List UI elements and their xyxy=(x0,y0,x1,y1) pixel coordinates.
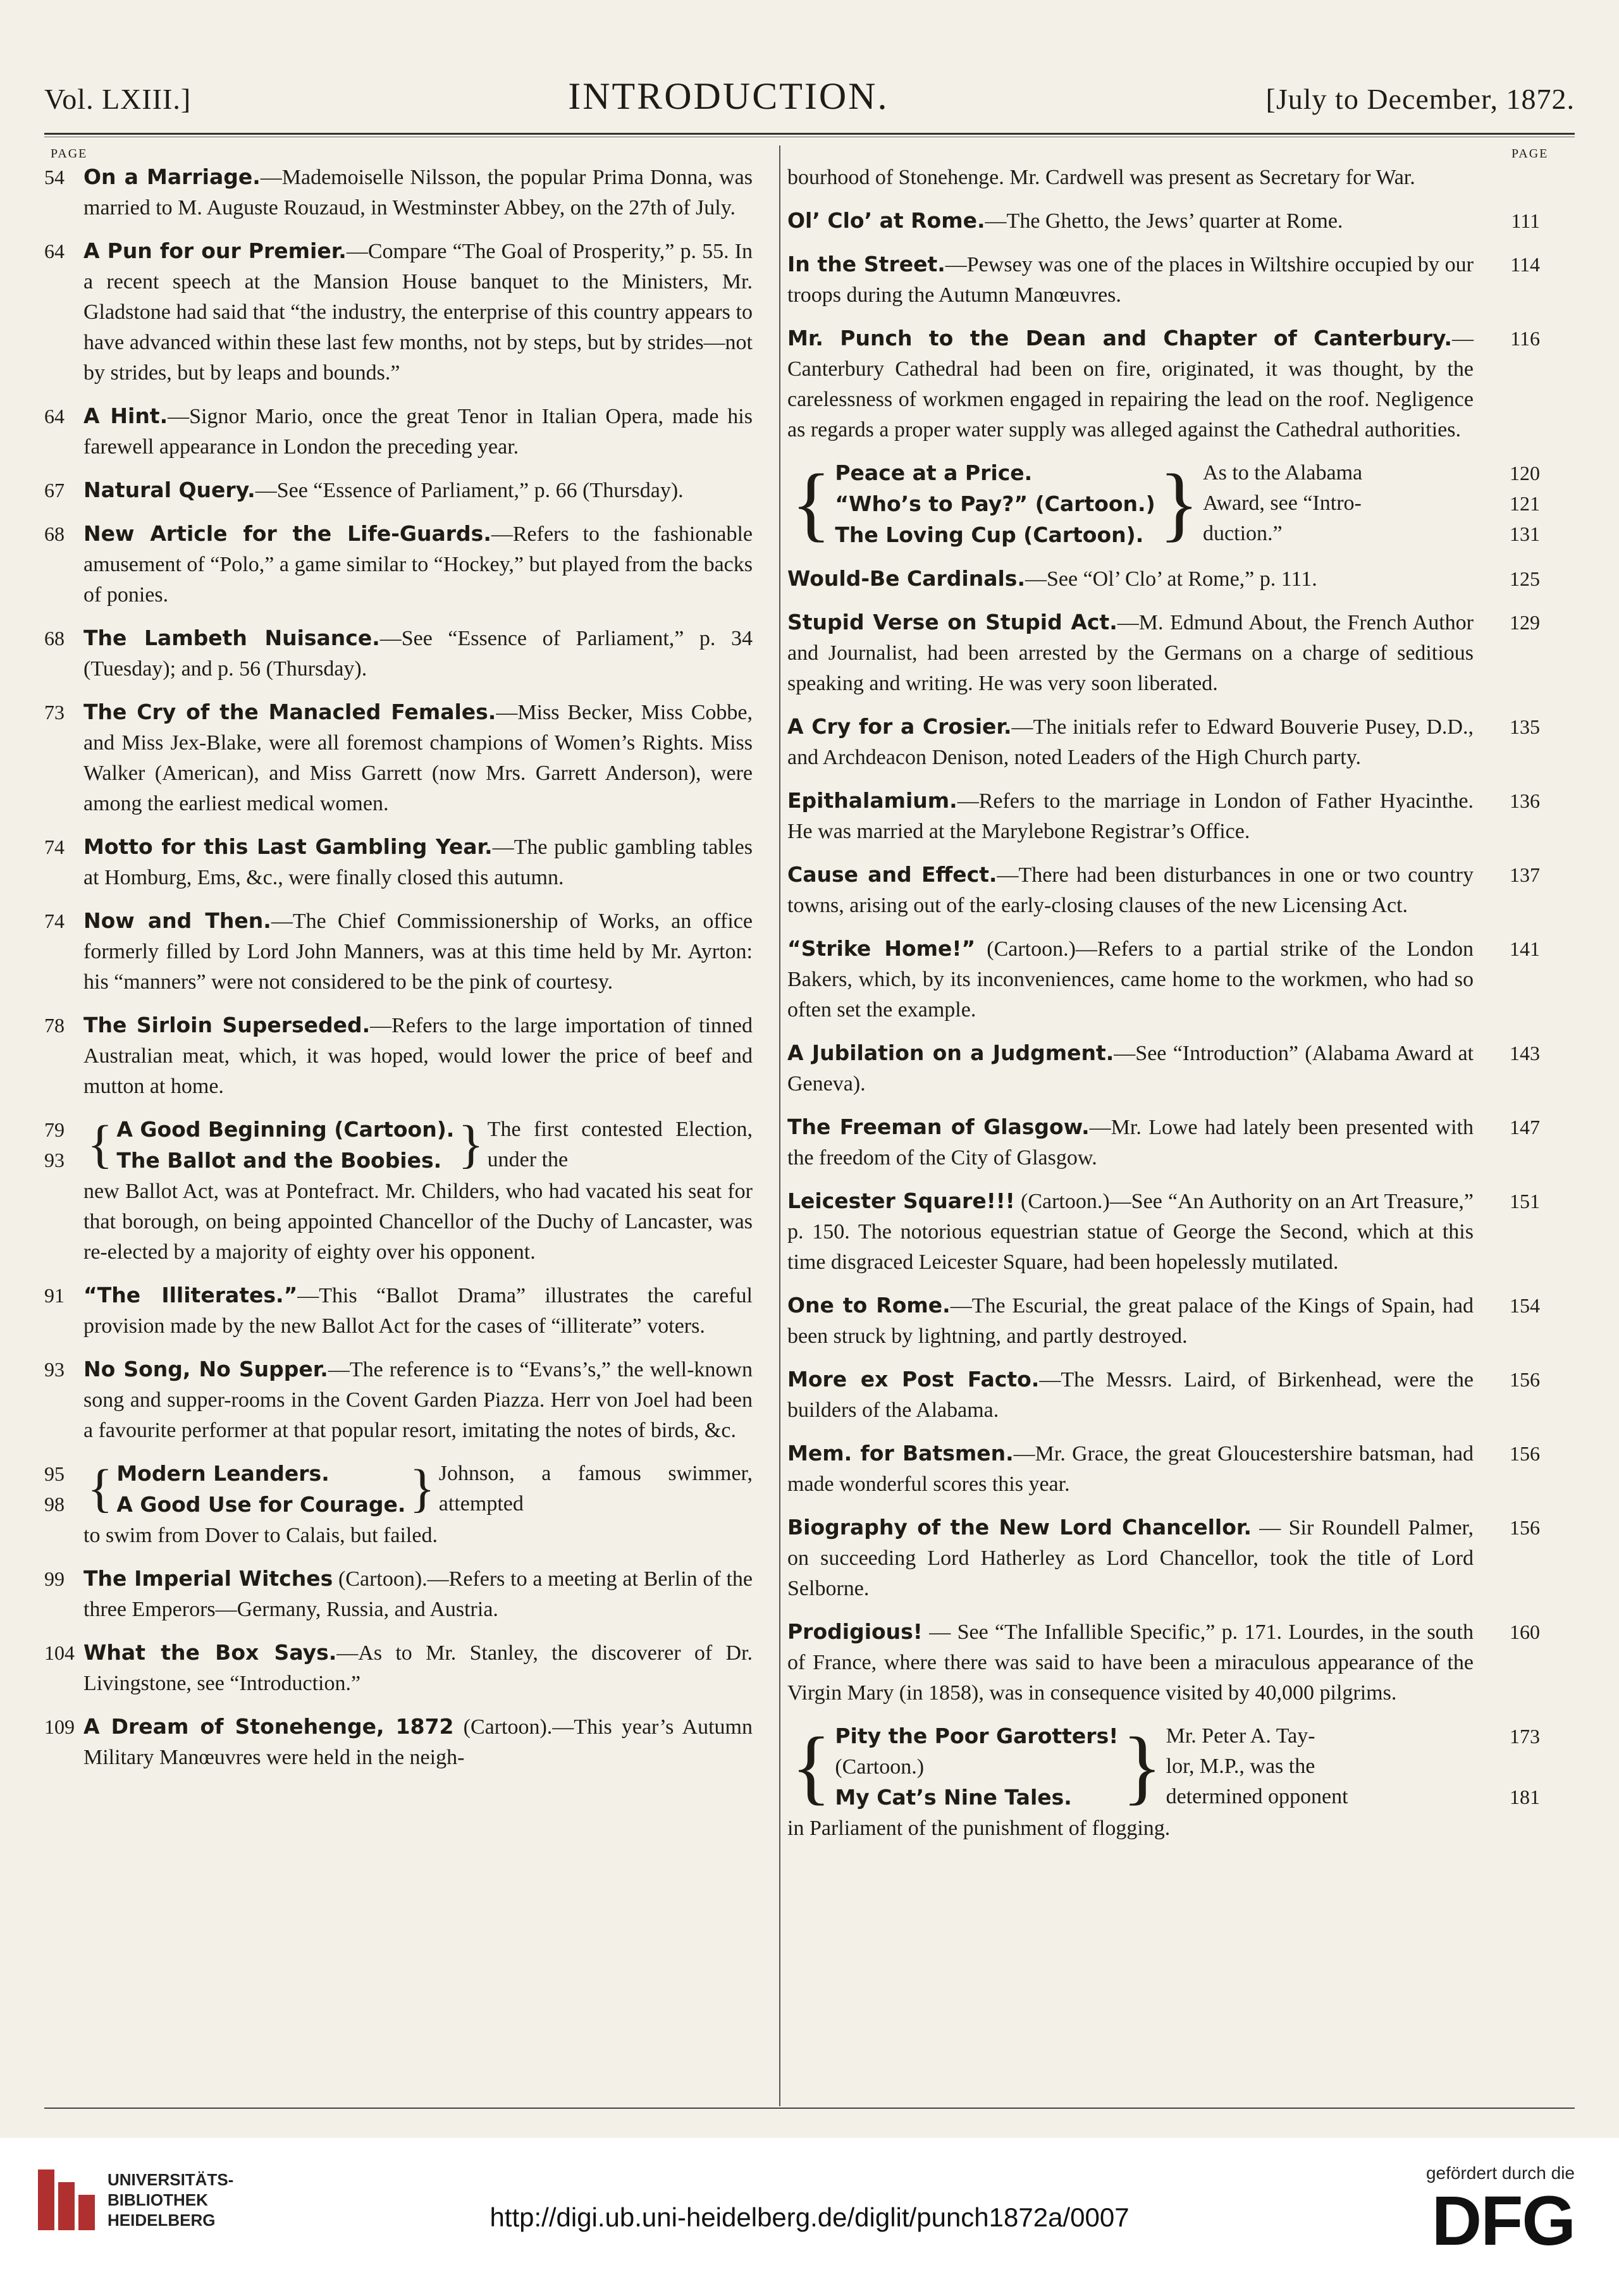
page-number: 181 xyxy=(1510,1786,1540,1808)
page-number: 151 xyxy=(1510,1190,1540,1213)
entry-title: “Who’s to Pay?” (Cartoon.) xyxy=(835,491,1155,516)
sponsor-block xyxy=(1426,2163,1575,2259)
entry-title: Modern Leanders. xyxy=(116,1461,329,1486)
entry-text: in Parliament of the punishment of flogging. xyxy=(787,1817,1171,1840)
entry-title: Epithalamium. xyxy=(787,788,957,813)
entry-group xyxy=(44,1459,753,1521)
entry-title: Cause and Effect. xyxy=(787,862,997,887)
entry-title: The Lambeth Nuisance. xyxy=(83,626,380,650)
entry-text: —The Ghetto, the Jews’ quarter at Rome. xyxy=(985,209,1343,233)
entry-text: —M. Edmund About, the French Author and Journalist, had been arrested by the Germans on a charge of seditious speaking and writing. He was very soon liberated. xyxy=(787,611,1474,695)
entry-note: Award, see “Intro- xyxy=(1203,491,1362,515)
footer-rule xyxy=(44,2108,1575,2109)
entry-title: Now and Then. xyxy=(83,908,271,933)
page-number: 156 xyxy=(1510,1516,1540,1539)
index-entry xyxy=(44,1280,753,1342)
entry-title: The Freeman of Glasgow. xyxy=(787,1114,1090,1139)
page-number: 99 xyxy=(44,1567,65,1590)
page-number: 73 xyxy=(44,701,65,724)
index-entry xyxy=(787,564,1540,595)
index-entry xyxy=(787,1512,1540,1604)
entry-text: —Mr. Lowe had lately been presented with the freedom of the City of Glasgow. xyxy=(787,1116,1474,1170)
entry-note: Mr. Peter A. Tay- xyxy=(1166,1724,1315,1748)
entry-title: The Imperial Witches xyxy=(83,1566,333,1591)
index-entry xyxy=(44,623,753,684)
page-number: 79 xyxy=(44,1118,65,1141)
page-number: 68 xyxy=(44,627,65,650)
index-entry xyxy=(44,1010,753,1102)
entry-text: — Sir Roundell Palmer, on succeeding Lord Hatherley as Lord Chancellor, took the title of Lord Selborne. xyxy=(787,1516,1474,1600)
library-name-line: HEIDELBERG xyxy=(108,2211,216,2230)
right-brace: } xyxy=(409,1459,435,1518)
entry-title: In the Street. xyxy=(787,252,945,276)
entry-note: determined opponent xyxy=(1166,1785,1348,1808)
entry-title: On a Marriage. xyxy=(83,164,261,189)
entry-text: —Refers to the fashionable amusement of “Polo,” a game similar to “Hockey,” but played from the backs of ponies. xyxy=(83,522,753,607)
entry-title: Peace at a Price. xyxy=(835,460,1033,485)
right-brace: } xyxy=(458,1115,484,1174)
entry-title: Pity the Poor Garotters! xyxy=(835,1724,1119,1748)
page-number: 54 xyxy=(44,166,65,188)
page-number: 154 xyxy=(1510,1294,1540,1317)
index-entry xyxy=(787,162,1540,193)
entry-title: The Cry of the Manacled Females. xyxy=(83,700,496,724)
page-number: 68 xyxy=(44,522,65,545)
entry-text: —See “Ol’ Clo’ at Rome,” p. 111. xyxy=(1025,567,1317,591)
entry-title: A Good Beginning (Cartoon). xyxy=(116,1117,455,1142)
page-number: 95 xyxy=(44,1462,65,1485)
entry-text: —Miss Becker, Miss Cobbe, and Miss Jex-Blake, were all foremost champions of Women’s Rights. Miss Walker (American), and Miss Garrett (now Mrs. Garrett Anderson), were among the earliest medical women. xyxy=(83,701,753,815)
entry-title: A Pun for our Premier. xyxy=(83,238,347,263)
page-number: 156 xyxy=(1510,1368,1540,1391)
page-number: 74 xyxy=(44,836,65,858)
index-entry xyxy=(44,1564,753,1625)
entry-note: duction.” xyxy=(1203,522,1283,545)
left-column xyxy=(44,162,753,1786)
entry-text: —Mademoiselle Nilsson, the popular Prima Donna, was married to M. Auguste Rouzaud, in Westminster Abbey, on the 27th of July. xyxy=(83,166,753,219)
entry-title: Mr. Punch to the Dean and Chapter of Canterbury. xyxy=(787,326,1452,350)
index-entry xyxy=(44,401,753,462)
entry-title: A Good Use for Courage. xyxy=(116,1492,406,1517)
dfg-logo[interactable]: DFG xyxy=(1431,2182,1575,2260)
entry-text: —Canterbury Cathedral had been on fire, originated, it was thought, by the carelessness of workmen engaged in repairing the lead on the roof. Negligence as regards a proper water supply was alleged against the Cathedral authorities. xyxy=(787,327,1474,441)
index-entry xyxy=(787,934,1540,1025)
entry-title: Leicester Square!!! xyxy=(787,1188,1015,1213)
page-number: 125 xyxy=(1510,567,1540,590)
page-number: 74 xyxy=(44,910,65,932)
left-brace: { xyxy=(791,457,832,550)
entry-text: —The initials refer to Edward Bouverie Pusey, D.D., and Archdeacon Denison, noted Leaders of the High Church party. xyxy=(787,715,1474,769)
index-entry xyxy=(787,1438,1540,1500)
entry-text: —Refers to the marriage in London of Father Hyacinthe. He was married at the Marylebone Registrar’s Office. xyxy=(787,789,1474,843)
index-entry xyxy=(787,1364,1540,1426)
index-entry xyxy=(787,712,1540,773)
page-number: 160 xyxy=(1510,1620,1540,1643)
index-entry xyxy=(44,1354,753,1446)
entry-text: —The Escurial, the great palace of the Kings of Spain, had been struck by lightning, and partly destroyed. xyxy=(787,1294,1474,1348)
index-entry xyxy=(44,162,753,223)
entry-text: —See “Introduction” (Alabama Award at Geneva). xyxy=(787,1042,1474,1096)
entry-text: (Cartoon.)—See “An Authority on an Art Treasure,” p. 150. The notorious equestrian statue of George the Second, which at this time disgraced Leicester Square, had been hopelessly mutilated. xyxy=(787,1190,1474,1274)
page-number: 131 xyxy=(1510,522,1540,545)
entry-title: A Cry for a Crosier. xyxy=(787,714,1012,739)
entry-text: —The public gambling tables at Homburg, Ems, &c., were finally closed this autumn. xyxy=(83,836,753,889)
entry-title: “Strike Home!” xyxy=(787,936,976,961)
entry-title: The Loving Cup (Cartoon). xyxy=(835,522,1144,547)
entry-title: Motto for this Last Gambling Year. xyxy=(83,834,493,859)
page-number: 93 xyxy=(44,1358,65,1381)
index-entry xyxy=(787,206,1540,237)
entry-text: —Mr. Grace, the great Gloucestershire batsman, had made wonderful scores this year. xyxy=(787,1442,1474,1496)
entry-title: Stupid Verse on Stupid Act. xyxy=(787,610,1117,634)
entry-title: “The Illiterates.” xyxy=(83,1283,298,1307)
entry-text: new Ballot Act, was at Pontefract. Mr. Childers, who had vacated his seat for that borough, on being appointed Chancellor of the Duchy of Lancaster, was re-elected by a majority of eighty over his opponent. xyxy=(83,1180,753,1264)
page-number: 116 xyxy=(1510,327,1540,350)
page-number: 120 xyxy=(1510,462,1540,485)
entry-group xyxy=(787,1721,1540,1813)
index-entry xyxy=(787,1038,1540,1099)
page-number: 93 xyxy=(44,1149,65,1171)
page-number: 78 xyxy=(44,1014,65,1037)
index-entry xyxy=(787,1186,1540,1278)
entry-title: A Dream of Stonehenge, 1872 xyxy=(83,1714,454,1739)
entry-text: —There had been disturbances in one or two country towns, arising out of the early-closing clauses of the new Licensing Act. xyxy=(787,863,1474,917)
entry-title: Mem. for Batsmen. xyxy=(787,1441,1014,1466)
index-entry xyxy=(44,697,753,819)
page-title: INTRODUCTION. xyxy=(568,75,889,117)
entry-title: Biography of the New Lord Chancellor. xyxy=(787,1515,1252,1540)
entry-title: Ol’ Clo’ at Rome. xyxy=(787,208,985,233)
entry-text: (Cartoon.)—Refers to a partial strike of the London Bakers, which, by its inconveniences, came home to the workmen, who had so often set the example. xyxy=(787,937,1474,1021)
entry-title: One to Rome. xyxy=(787,1293,951,1318)
page-number: 91 xyxy=(44,1284,65,1307)
page-number: 98 xyxy=(44,1493,65,1515)
entry-text: —Pewsey was one of the places in Wiltshire occupied by our troops during the Autumn Manœuvres. xyxy=(787,253,1474,307)
page-number xyxy=(1474,162,1540,193)
permalink-url[interactable]: http://digi.ub.uni-heidelberg.de/diglit/punch1872a/0007 xyxy=(489,2202,1130,2232)
entry-title: No Song, No Supper. xyxy=(83,1357,328,1381)
index-entry xyxy=(44,1638,753,1699)
index-entry xyxy=(787,786,1540,847)
page-number: 147 xyxy=(1510,1116,1540,1139)
entry-title: Would-Be Cardinals. xyxy=(787,566,1025,591)
entry-text: — See “The Infallible Specific,” p. 171. Lourdes, in the south of France, where there was said to have been a miraculous appearance of the Virgin Mary (in 1858), was in consequence visited by 40,000 pilgrims. xyxy=(787,1620,1474,1705)
entry-title: Natural Query. xyxy=(83,478,255,502)
entry-title: (Cartoon.) xyxy=(835,1755,925,1779)
entry-text: (Cartoon).—Refers to a meeting at Berlin of the three Emperors—Germany, Russia, and Austria. xyxy=(83,1567,753,1621)
index-entry xyxy=(787,1112,1540,1173)
index-entry xyxy=(44,236,753,388)
right-brace: } xyxy=(1159,457,1200,550)
date-range: [July to December, 1872. xyxy=(1265,83,1575,115)
entry-note: lor, M.P., was the xyxy=(1166,1755,1315,1778)
entry-title: My Cat’s Nine Tales. xyxy=(835,1785,1072,1810)
page-number: 67 xyxy=(44,479,65,502)
entry-text: —Refers to the large importation of tinned Australian meat, which, it was hoped, would lower the price of beef and mutton at home. xyxy=(83,1014,753,1098)
entry-title: The Ballot and the Boobies. xyxy=(116,1148,442,1173)
page-label-left: PAGE xyxy=(51,147,88,161)
index-entry xyxy=(44,519,753,610)
entry-group xyxy=(787,458,1540,551)
page-number: 64 xyxy=(44,405,65,428)
library-name-line: UNIVERSITÄTS- xyxy=(108,2170,234,2189)
entry-note: The first contested Election, under the xyxy=(487,1118,753,1171)
entry-text: (Cartoon).—This year’s Autumn Military Manœuvres were held in the neigh- xyxy=(83,1715,753,1769)
left-brace: { xyxy=(87,1459,113,1518)
right-brace: } xyxy=(1122,1720,1162,1813)
page-number: 104 xyxy=(44,1641,75,1664)
page-number xyxy=(1474,1751,1540,1782)
volume-label: Vol. LXIII.] xyxy=(44,83,192,115)
page-number: 173 xyxy=(1510,1725,1540,1748)
index-entry xyxy=(787,1617,1540,1708)
page-header xyxy=(44,75,1575,125)
entry-text: bourhood of Stonehenge. Mr. Cardwell was present as Secretary for War. xyxy=(787,166,1415,189)
entry-text: —As to Mr. Stanley, the discoverer of Dr. Livingstone, see “Introduction.” xyxy=(83,1641,753,1695)
entry-text: —See “Essence of Parliament,” p. 34 (Tuesday); and p. 56 (Thursday). xyxy=(83,627,753,681)
index-entry xyxy=(44,832,753,893)
left-brace: { xyxy=(791,1720,832,1813)
library-name-line: BIBLIOTHEK xyxy=(108,2190,208,2209)
entry-text: —Compare “The Goal of Prosperity,” p. 55. In a recent speech at the Mansion House banquet to the Ministers, Mr. Gladstone had said that “the industry, the enterprise of this country appears to have advanced within these last few months, not by steps, but by strides—not by strides, but by leaps and bounds.” xyxy=(83,240,753,385)
entry-group xyxy=(44,1114,753,1176)
entry-text: —The reference is to “Evans’s,” the well-known song and supper-rooms in the Covent Garden Piazza. Herr von Joel had been a favourite performer at that popular resort, imitating the notes of birds, &c. xyxy=(83,1358,753,1442)
entry-note: Johnson, a famous swimmer, attempted xyxy=(438,1462,753,1515)
page-number: 109 xyxy=(44,1715,75,1738)
entry-title: Prodigious! xyxy=(787,1619,923,1644)
index-entry xyxy=(44,475,753,506)
page-label-right: PAGE xyxy=(1511,147,1549,161)
entry-text: —The Messrs. Laird, of Birkenhead, were the builders of the Alabama. xyxy=(787,1368,1474,1422)
entry-title: The Sirloin Superseded. xyxy=(83,1013,371,1037)
index-entry xyxy=(787,249,1540,311)
index-entry xyxy=(787,860,1540,921)
page-number: 136 xyxy=(1510,789,1540,812)
index-entry xyxy=(44,906,753,997)
page-number: 114 xyxy=(1510,253,1540,276)
page-number: 129 xyxy=(1510,611,1540,634)
page-number: 141 xyxy=(1510,937,1540,960)
index-entry xyxy=(787,607,1540,699)
index-entry xyxy=(787,1290,1540,1352)
entry-text: —This “Ballot Drama” illustrates the careful provision made by the new Ballot Act for the cases of “illiterate” voters. xyxy=(83,1284,753,1338)
entry-title: What the Box Says. xyxy=(83,1640,337,1665)
column-divider xyxy=(779,145,780,2106)
entry-title: A Hint. xyxy=(83,404,168,428)
header-rule xyxy=(44,133,1575,135)
page-number: 64 xyxy=(44,240,65,262)
page-number: 156 xyxy=(1510,1442,1540,1465)
entry-title: More ex Post Facto. xyxy=(787,1367,1040,1392)
entry-title: New Article for the Life-Guards. xyxy=(83,521,491,546)
page-number: 121 xyxy=(1510,492,1540,515)
page-number: 111 xyxy=(1511,209,1540,232)
entry-text: —The Chief Commissionership of Works, an office formerly filled by Lord John Manners, was at this time held by Mr. Ayrton: his “manners” were not considered to be the pink of courtesy. xyxy=(83,910,753,994)
entry-title: A Jubilation on a Judgment. xyxy=(787,1040,1114,1065)
page-number: 137 xyxy=(1510,863,1540,886)
page-number: 135 xyxy=(1510,715,1540,738)
entry-text: —Signor Mario, once the great Tenor in Italian Opera, made his farewell appearance in London the preceding year. xyxy=(83,405,753,459)
digitization-footer xyxy=(0,2138,1619,2296)
sponsor-text: gefördert durch die xyxy=(1425,2163,1575,2183)
left-brace: { xyxy=(87,1115,113,1174)
entry-text: —See “Essence of Parliament,” p. 66 (Thursday). xyxy=(255,479,684,502)
right-column xyxy=(787,162,1540,1856)
page-number: 143 xyxy=(1510,1042,1540,1065)
index-entry xyxy=(44,1712,753,1773)
entry-text: to swim from Dover to Calais, but failed. xyxy=(83,1524,438,1547)
entry-note: As to the Alabama xyxy=(1203,461,1363,485)
index-entry xyxy=(787,323,1540,445)
